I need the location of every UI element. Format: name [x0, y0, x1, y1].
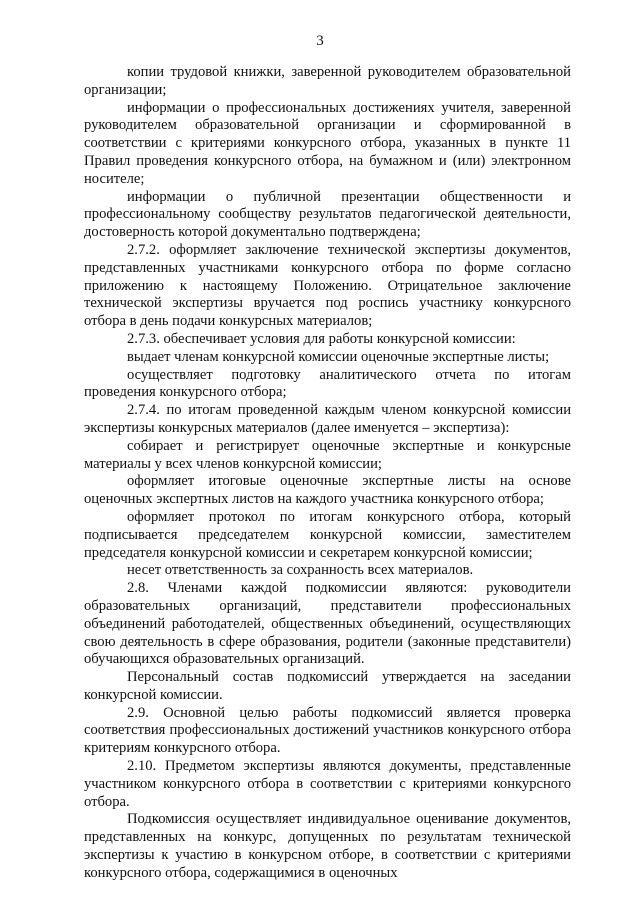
paragraph: копии трудовой книжки, заверенной руководителем образовательной организации; [84, 64, 571, 98]
paragraph: 2.7.4. по итогам проведенной каждым членом конкурсной комиссии экспертизы конкурсных материалов (далее именуется – экспертиза): [84, 402, 571, 436]
paragraph: информации о профессиональных достижениях учителя, заверенной руководителем образовательной организации и сформированной в соответствии с критериями конкурсного отбора, указанных в пункте 11 Правил проведения конкурсного отбора, на бумажном и (или) электронном носителе; [84, 99, 571, 187]
paragraph: собирает и регистрирует оценочные экспертные и конкурсные материалы у всех членов конкурсной комиссии; [84, 437, 571, 472]
paragraph: 2.7.3. обеспечивает условия для работы конкурсной комиссии: [127, 330, 516, 347]
paragraph: Подкомиссия осуществляет индивидуальное оценивание документов, представленных на конкурс, допущенных по результатам технической экспертизы к участию в конкурсном отборе, в соответствии с критериями конкурсного отбора, содержащимися в оценочных [84, 811, 571, 881]
paragraph: оформляет протокол по итогам конкурсного отбора, который подписывается председателем конкурсной комиссии, заместителем председателя конкурсной комиссии и секретарем конкурсной комиссии; [84, 508, 571, 561]
paragraph: 2.8. Членами каждой подкомиссии являются: руководители образовательных организаций, представители профессиональных объединений работодателей, общественных объединений, осуществляющих свою деятельность в сфере образования, родители (законные представители) обучающихся образовательных организаций. [84, 580, 571, 668]
paragraph: оформляет итоговые оценочные экспертные листы на основе оценочных экспертных листов на каждого участника конкурсного отбора; [84, 473, 571, 508]
paragraph: 2.9. Основной целью работы подкомиссий является проверка соответствия профессиональных достижений участников конкурсного отбора критериям конкурсного отбора. [84, 704, 571, 757]
paragraph: выдает членам конкурсной комиссии оценочные экспертные листы; [127, 348, 550, 365]
paragraph: 2.10. Предметом экспертизы являются документы, представленные участником конкурсного отбора в соответствии с критериями конкурсного отбора. [84, 758, 571, 810]
paragraph: несет ответственность за сохранность всех материалов. [127, 562, 474, 579]
paragraph: Персональный состав подкомиссий утверждается на заседании конкурсной комиссии. [84, 669, 571, 703]
paragraph: информации о публичной презентации общественности и профессиональному сообществу результатов педагогической деятельности, достоверность которой документально подтверждена; [84, 188, 571, 241]
paragraph: 2.7.2. оформляет заключение технической экспертизы документов, представленных участниками конкурсного отбора по форме согласно приложению к настоящему Положению. Отрицательное заключение технической экспертизы вручается под роспись участнику конкурсного отбора в день подачи конкурсных материалов; [84, 241, 571, 330]
page-number: 3 [316, 33, 324, 49]
paragraph: осуществляет подготовку аналитического отчета по итогам проведения конкурсного отбора; [84, 366, 571, 401]
document-body [84, 64, 571, 883]
